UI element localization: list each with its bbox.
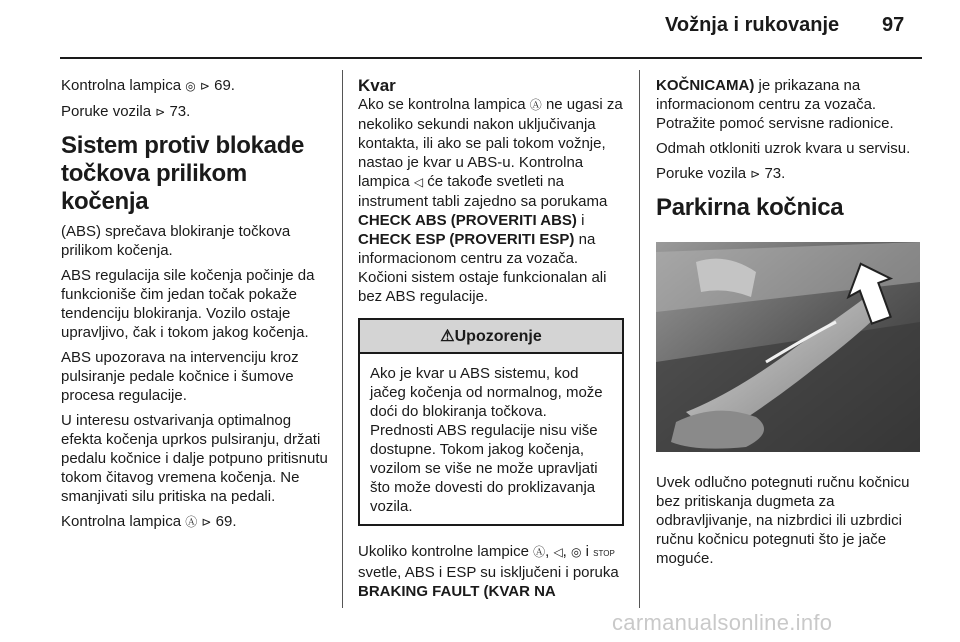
- section-heading-parking-brake: Parkirna kočnica: [656, 194, 844, 221]
- paragraph: Poruke vozila ⊳ 73.: [656, 165, 786, 182]
- paragraph: Ako se kontrolna lampica Ⓐ ne ugasi za nekoliko sekundi nakon uključivanja kontakta, ili ako se pali tokom vožnje, nastao je kvar u ABS-u. Kontrolna lampica ◁ će takođe svetleti na instrument tabli zajedno sa porukama CHECK ABS (PROVERITI ABS) i CHECK ESP (PROVERITI ESP) na informacionom centru za vozača. Kočioni sistem ostaje funkcionalan ali bez ABS regulacije.: [358, 96, 623, 305]
- abs-lamp-icon: Ⓐ: [185, 515, 198, 529]
- paragraph: U interesu ostvarivanja optimalnog efekta kočenja uprkos pulsiranju, držati pedalu kočnice i dalje potpuno pritisnutu tokom čitavog vremena kočenja. Ne smanjivati silu pritiska na pedali.: [61, 412, 328, 505]
- abs-lamp-icon: Ⓐ: [533, 545, 546, 559]
- stop-lamp-icon: STOP: [593, 549, 615, 558]
- paragraph: ABS regulacija sile kočenja počinje da funkcioniše čim jedan točak pokaže tendenciju blokiranja. Vozilo ostaje upravljivo, čak i tokom jakog kočenja.: [61, 267, 315, 341]
- warning-text: Ako je kvar u ABS sistemu, kod jačeg kočenja od normalnog, može doći do blokiranja točkova. Prednosti ABS regulacije nisu više dostupne. Tokom jakog kočenja, vozilom se više ne može upravljati što može dovesti do proklizavanja vozila.: [370, 365, 603, 515]
- page-number: 97: [882, 14, 905, 36]
- paragraph: KOČNICAMA) je prikazana na informacionom centru za vozača. Potražite pomoć servisne radionice.: [656, 77, 894, 132]
- warning-header: [360, 320, 622, 354]
- esp-skid-lamp-icon: ◁: [553, 545, 563, 559]
- paragraph: ABS upozorava na intervenciju kroz pulsiranje pedale kočnice i šumove procesa regulacije.: [61, 349, 299, 404]
- esp-lamp-icon: ◎: [185, 79, 196, 93]
- column-divider-2: [639, 70, 640, 608]
- warning-triangle-icon: ⚠: [440, 328, 455, 345]
- page-ref-arrow-icon: ⊳: [750, 167, 761, 181]
- column-divider-1: [342, 70, 343, 608]
- abs-lamp-icon: Ⓐ: [529, 98, 542, 112]
- section-heading-abs: Sistem protiv blokade točkova prilikom kočenja: [61, 132, 305, 215]
- column-3: [656, 76, 924, 574]
- parking-brake-photo: [656, 242, 920, 452]
- paragraph: (ABS) sprečava blokiranje točkova prilikom kočenja.: [61, 223, 291, 259]
- column-1: [61, 76, 329, 538]
- paragraph: Uvek odlučno potegnuti ručnu kočnicu bez pritiskanja dugmeta za odbravljivanje, na nizbrdici ili uzbrdici ručnu kočnicu potegnuti što je jače moguće.: [656, 474, 910, 567]
- subheading-kvar: Kvar: [358, 76, 396, 95]
- watermark: carmanualsonline.info: [612, 610, 833, 635]
- page-ref-arrow-icon: ⊳: [155, 105, 166, 119]
- paragraph: Kontrolna lampica Ⓐ ⊳ 69.: [61, 513, 237, 530]
- page-ref-arrow-icon: ⊳: [201, 515, 212, 529]
- running-header-title: Vožnja i rukovanje: [665, 14, 840, 36]
- paragraph: Odmah otkloniti uzrok kvara u servisu.: [656, 140, 911, 157]
- paragraph: Ukoliko kontrolne lampice Ⓐ, ◁, ◎ i STOP svetle, ABS i ESP su isključeni i poruka BRAKING FAULT (KVAR NA: [358, 543, 619, 600]
- paragraph: Kontrolna lampica ◎ ⊳ 69.: [61, 77, 235, 94]
- header-rule: [60, 57, 922, 59]
- esp-lamp-icon: ◎: [571, 545, 582, 559]
- warning-box: [358, 318, 624, 526]
- column-2: [358, 76, 624, 607]
- esp-skid-lamp-icon: ◁: [413, 175, 424, 189]
- page-ref-arrow-icon: ⊳: [199, 79, 210, 93]
- warning-title: Upozorenje: [454, 328, 542, 345]
- paragraph: Poruke vozila ⊳ 73.: [61, 103, 191, 120]
